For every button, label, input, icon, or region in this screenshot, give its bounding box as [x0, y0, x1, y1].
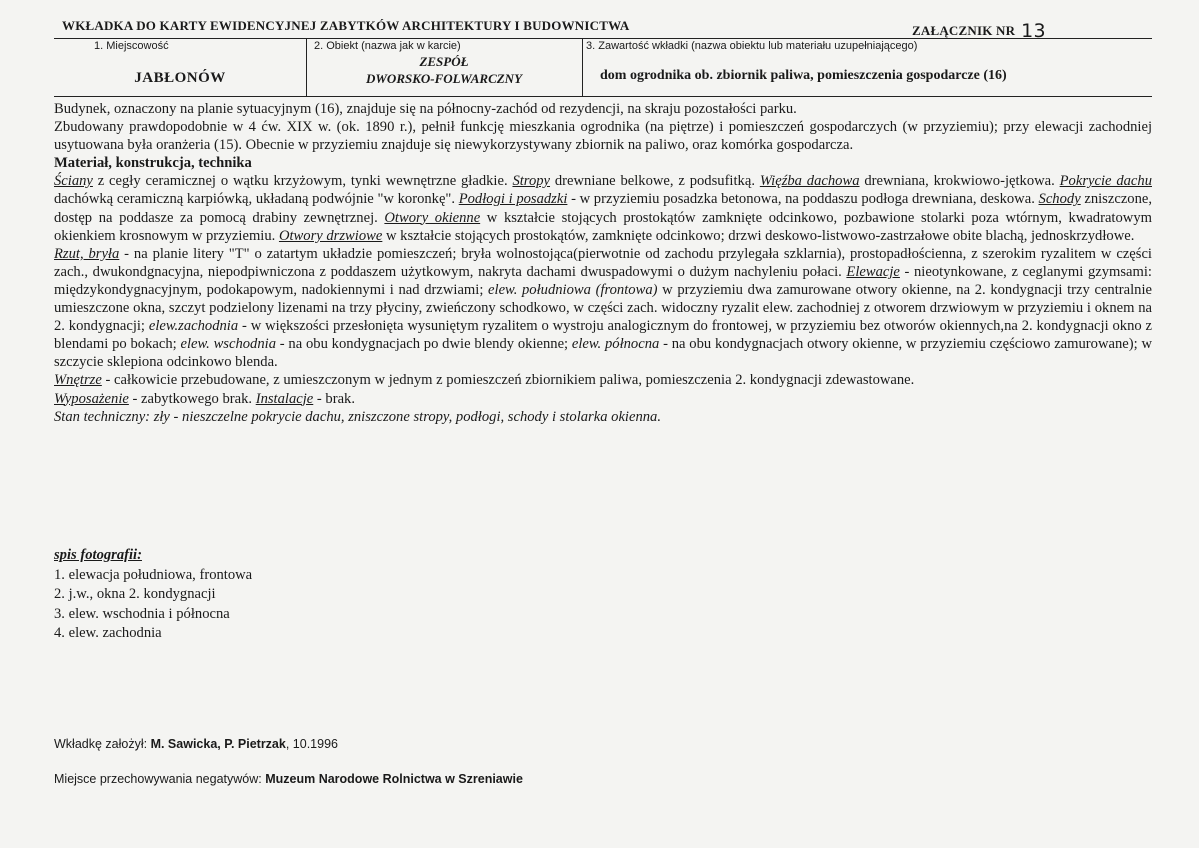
floors-label: Podłogi i posadzki: [458, 191, 568, 208]
field-locality: [54, 38, 307, 96]
elev-west-label: elew.zachodnia: [148, 318, 239, 335]
windows-text: w kształcie stojących prostokątów zamknięte odcinkowo, pozbawione stolarki poza wtórnym, kwadratowym okienkiem krosnowym w przyziemiu.: [54, 209, 1152, 244]
roof-text: dachówką ceramiczną karpiówką, układaną podwójnie "w koronkę".: [54, 191, 459, 208]
attachment-number: 13: [1021, 20, 1046, 42]
object-value-line2: DWORSKO-FOLWARCZNY: [365, 71, 523, 86]
furnishing-label: Wyposażenie: [54, 390, 129, 407]
field-content: [582, 38, 1152, 96]
windows-label: Otwory okienne: [384, 209, 481, 226]
elev-south-label: elew. południowa (frontowa): [488, 281, 658, 298]
materials-paragraph: [54, 172, 1152, 244]
photo-item: 1. elewacja południowa, frontowa: [54, 566, 253, 583]
interior-text: - całkowicie przebudowane, z umieszczonym w jednym z pomieszczeń zbiornikiem paliwa, pomieszczenia 2. kondygnacji zdewastowane.: [101, 372, 915, 389]
elev-west-text: - w większości przesłonięta wysuniętym ryzalitem o wystroju analogicznym do frontowej, w przyziemiu bez otworów okiennych,na 2. kondygnacji okno z blendami po bokach;: [54, 318, 1152, 353]
photo-list: [54, 546, 252, 644]
elev-east-text: - na obu kondygnacjach po dwie blendy okienne;: [276, 336, 572, 353]
history-paragraph: Zbudowany prawdopodobnie w 4 ćw. XIX w. (ok. 1890 r.), pełnił funkcję mieszkania ogrodnika (na piętrze) i pomieszczeń gospodarczych (w przyziemiu); przy elewacji zachodniej usytuowana była oranżeria (15). Obecnie w przyziemiu znajduje się niewykorzystywany zbiornik na paliwo, oraz komórka gospodarcza.: [54, 119, 1152, 154]
object-value: [306, 53, 582, 87]
walls-text: z cegły ceramicznej o wątku krzyżowym, tynki wewnętrzne gładkie.: [92, 173, 513, 190]
stairs-label: Schody: [1038, 191, 1081, 208]
photo-item: 3. elew. wschodnia i północna: [54, 605, 230, 622]
plan-text: - na planie litery "T" o zatartym układzie pomieszczeń; bryła wolnostojąca(pierwotnie od zachodu przylegała szklarnia), prostopadłościenna, z szerokim ryzalitem w części zach., dwukondgnacyjna, niepodpiwniczona z poddaszem użytkowym, nakryta dachami dwuspadowymi o dużym nachyleniu połaci.: [54, 245, 1152, 280]
author-line: [54, 737, 338, 751]
storage-label: Miejsce przechowywania negatywów:: [54, 772, 262, 786]
photo-item: 4. elew. zachodnia: [54, 625, 162, 641]
furnishing-text: - zabytkowego brak.: [128, 390, 256, 407]
interior-paragraph: [54, 371, 1152, 389]
header-bar: [54, 14, 1152, 42]
form-paragraph: [54, 245, 1152, 372]
author-date: , 10.1996: [285, 737, 338, 751]
description-body: [54, 100, 1152, 426]
locality-label: 1. Miejscowość: [94, 40, 169, 52]
truss-text: drewniana, krokwiowo-jętkowa.: [859, 173, 1060, 190]
furnishing-paragraph: [54, 390, 1152, 408]
walls-label: Ściany: [54, 173, 93, 190]
elevations-label: Elewacje: [846, 263, 900, 280]
elev-east-label: elew. wschodnia: [180, 336, 276, 353]
doors-label: Otwory drzwiowe: [278, 227, 383, 244]
elevations-text: - nieotynkowane, z ceglanymi gzymsami: międzykondygnacyjnym, podokapowym, nadokiennymi i nad drzwiami;: [54, 263, 1152, 298]
elev-south-text: w przyziemiu dwa zamurowane otwory okienne, na 2. kondygnacji trzy centralnie umieszczone okna, szczyt podzielony lizenami na trzy płyciny, zwieńczony schodkowo, w części zach. widoczny ryzalit elew. zachodniej z otworem drzwiowym w przyziemiu i oknem na 2. kondygnacji;: [54, 281, 1152, 335]
plan-label: Rzut, bryła: [54, 245, 120, 262]
elev-north-label: elew. północna: [571, 336, 660, 353]
author-label: Wkładkę założył:: [54, 737, 148, 751]
ceilings-text: drewniane belkowe, z podsufitką.: [550, 173, 760, 190]
author-names: M. Sawicka, P. Pietrzak: [150, 737, 286, 751]
object-value-line1: ZESPÓŁ: [419, 54, 469, 69]
locality-value: JABŁONÓW: [134, 70, 226, 86]
attachment-label: [912, 18, 1046, 40]
photo-item: 2. j.w., okna 2. kondygnacji: [54, 586, 216, 602]
elev-north-text: - na obu kondygnacjach otwory okienne, w przyziemiu częściowo zamurowane); w szczycie sklepiona odcinkowo blenda.: [54, 336, 1152, 371]
content-label: 3. Zawartość wkładki (nazwa obiektu lub materiału uzupełniającego): [586, 40, 918, 52]
content-value: dom ogrodnika ob. zbiornik paliwa, pomieszczenia gospodarcze (16): [600, 68, 1007, 83]
storage-line: [54, 772, 523, 786]
stairs-text: zniszczone, dostęp na poddasze za pomocą drabiny zewnętrznej.: [54, 191, 1153, 226]
object-label: 2. Obiekt (nazwa jak w karcie): [314, 40, 461, 52]
fields-row: [54, 38, 1152, 97]
field-object: [306, 38, 583, 96]
truss-label: Więźba dachowa: [759, 173, 860, 190]
condition-paragraph: Stan techniczny: zły - nieszczelne pokrycie dachu, zniszczone stropy, podłogi, schody i stolarka okienna.: [54, 408, 662, 425]
ceilings-label: Stropy: [512, 173, 551, 190]
form-title: WKŁADKA DO KARTY EWIDENCYJNEJ ZABYTKÓW ARCHITEKTURY I BUDOWNICTWA: [62, 18, 630, 33]
floors-text: - w przyziemiu posadzka betonowa, na poddaszu podłoga drewniana, deskowa.: [567, 191, 1039, 208]
storage-value: Muzeum Narodowe Rolnictwa w Szreniawie: [265, 772, 523, 786]
location-paragraph: Budynek, oznaczony na planie sytuacyjnym (16), znajduje się na północny-zachód od rezydencji, na skraju pozostałości parku.: [54, 101, 797, 117]
section-heading: Materiał, konstrukcja, technika: [54, 155, 252, 172]
installations-text: - brak.: [313, 390, 356, 407]
installations-label: Instalacje: [255, 390, 314, 407]
doors-text: w kształcie stojących prostokątów, zamknięte odcinkowo; drzwi deskowo-listwowo-zastrzałowe obite blachą, jednoskrzydłowe.: [382, 227, 1135, 244]
attachment-label-text: ZAŁĄCZNIK NR: [912, 23, 1016, 38]
interior-label: Wnętrze: [54, 372, 102, 389]
photo-list-heading: spis fotografii:: [54, 547, 142, 563]
roof-label: Pokrycie dachu: [1059, 173, 1152, 190]
